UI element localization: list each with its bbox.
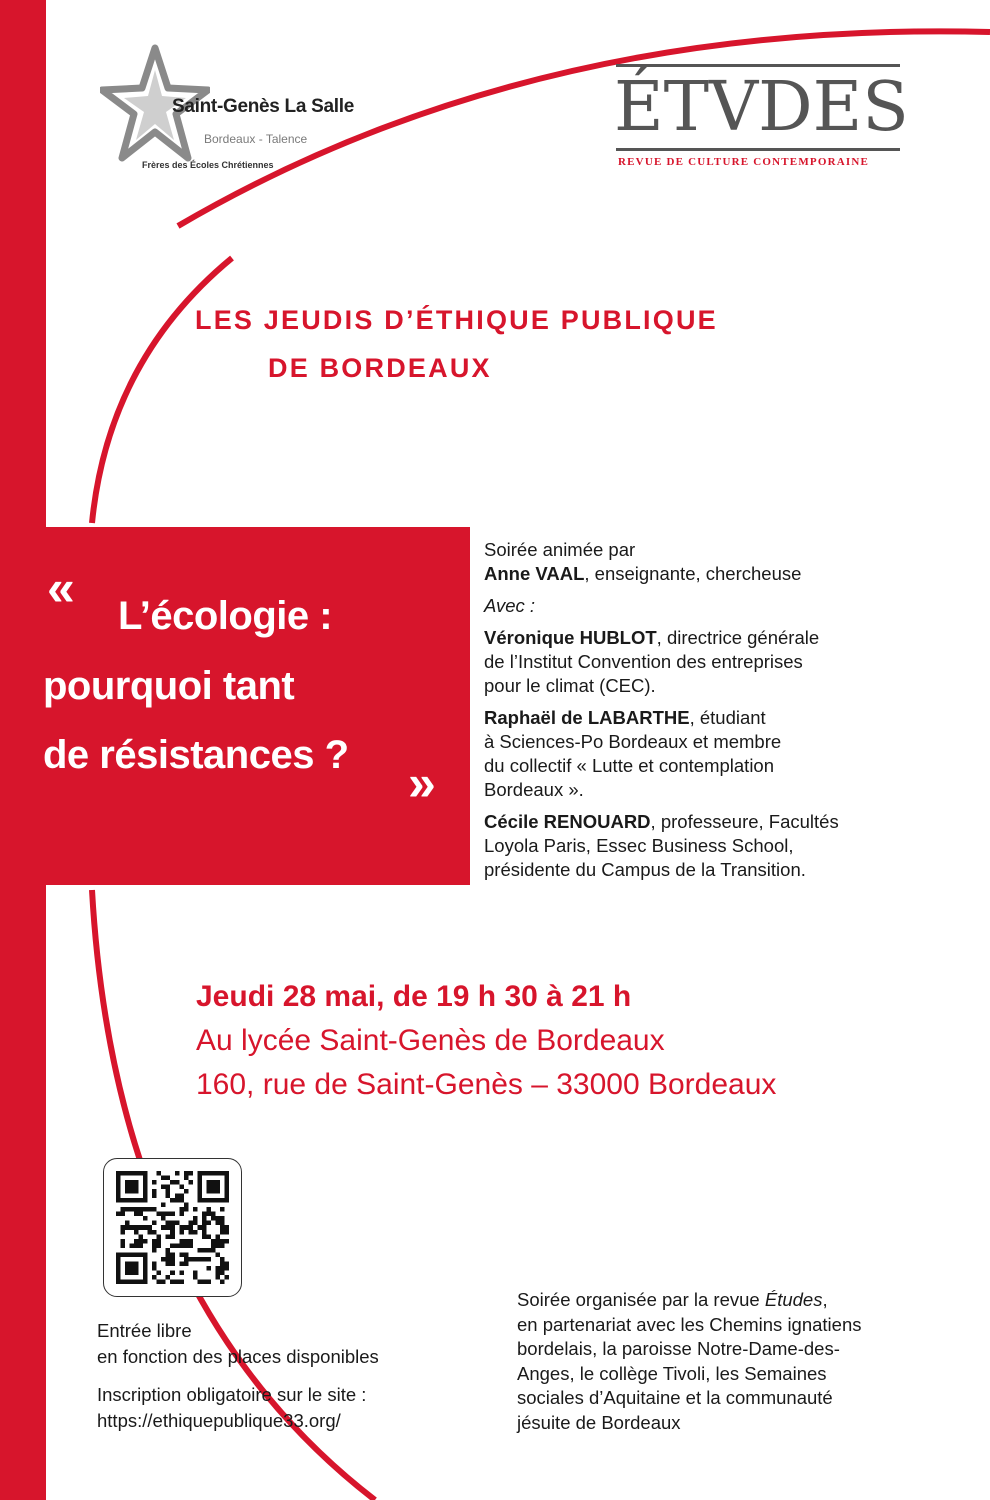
access-info [97, 1318, 497, 1434]
speaker-1-line3: pour le climat (CEC). [484, 675, 656, 696]
qr-code[interactable] [103, 1158, 242, 1297]
etudes-logo [612, 64, 909, 174]
organizers-line4: Anges, le collège Tivoli, les Semaines [517, 1362, 827, 1384]
speaker-2-line2: à Sciences-Po Bordeaux et membre [484, 731, 782, 752]
talk-title-line2: pourquoi tant [43, 664, 295, 708]
organizers-line5: sociales d’Aquitaine et la communauté [517, 1387, 833, 1408]
entry-line2: en fonction des places disponibles [97, 1346, 379, 1367]
logo-rule-bottom [616, 148, 900, 151]
speaker-3-line2: Loyola Paris, Essec Business School, [484, 835, 794, 856]
logo-title: ÉTVDES [614, 68, 909, 147]
organizers-info [517, 1288, 917, 1435]
qr-code-image [116, 1171, 229, 1284]
talk-title-line3: de résistances ? [43, 733, 349, 777]
organizers-line6: jésuite de Bordeaux [517, 1411, 681, 1433]
event-date: Jeudi 28 mai, de 19 h 30 à 21 h [196, 980, 632, 1013]
speaker-3 [484, 810, 984, 834]
logo-subtitle: REVUE DE CULTURE CONTEMPORAINE [618, 156, 870, 168]
event-address: 160, rue de Saint-Genès – 33000 Bordeaux [196, 1068, 777, 1101]
speaker-3-role: , professeure, Facultés [650, 811, 839, 832]
quote-open-mark: « [47, 560, 75, 616]
event-place: Au lycée Saint-Genès de Bordeaux [196, 1024, 665, 1057]
moderator-name: Anne VAAL [484, 563, 585, 584]
organizers-line1 [517, 1288, 917, 1313]
entry-line1: Entrée libre [97, 1320, 192, 1341]
speaker-2-line3: du collectif « Lutte et contemplation [484, 755, 775, 776]
speaker-2-role: , étudiant [689, 707, 766, 728]
organizers-comma: , [822, 1289, 828, 1310]
talk-title-line1: L’écologie : [118, 594, 333, 638]
organizers-line3: bordelais, la paroisse Notre-Dame-des- [517, 1338, 840, 1359]
organizers-line2: en partenariat avec les Chemins ignatiens [517, 1313, 862, 1335]
speaker-1-line2: de l’Institut Convention des entreprises [484, 651, 803, 672]
moderator [484, 562, 984, 586]
series-title-line1: LES JEUDIS D’ÉTHIQUE PUBLIQUE [195, 305, 718, 335]
with-label-text: Avec : [484, 595, 536, 616]
logo-rule-top [616, 64, 900, 67]
registration-label: Inscription obligatoire sur le site : [97, 1384, 367, 1405]
organizers-intro: Soirée organisée par la revue [517, 1289, 765, 1310]
organizers-magazine: Études [764, 1289, 823, 1310]
moderator-role: , enseignante, chercheuse [584, 563, 802, 584]
series-title-line2: DE BORDEAUX [268, 353, 492, 383]
logo-location: Bordeaux - Talence [204, 132, 308, 146]
speaker-1-name: Véronique HUBLOT [484, 627, 657, 648]
speakers-list [484, 538, 984, 882]
logo-name: Saint-Genès La Salle [172, 96, 354, 117]
speaker-2-name: Raphaël de LABARTHE [484, 707, 690, 728]
speaker-2 [484, 706, 984, 730]
speaker-2-line4: Bordeaux ». [484, 779, 584, 800]
speaker-1-role: , directrice générale [656, 627, 820, 648]
with-label [484, 594, 984, 618]
saint-genes-logo [100, 40, 380, 180]
speaker-3-line3: présidente du Campus de la Transition. [484, 859, 806, 880]
speaker-1 [484, 626, 984, 650]
quote-close-mark: » [408, 755, 436, 811]
registration-url[interactable]: https://ethiquepublique33.org/ [97, 1410, 341, 1431]
speaker-3-name: Cécile RENOUARD [484, 811, 651, 832]
logo-tagline: Frères des Écoles Chrétiennes [142, 160, 274, 170]
moderator-intro: Soirée animée par [484, 539, 636, 560]
